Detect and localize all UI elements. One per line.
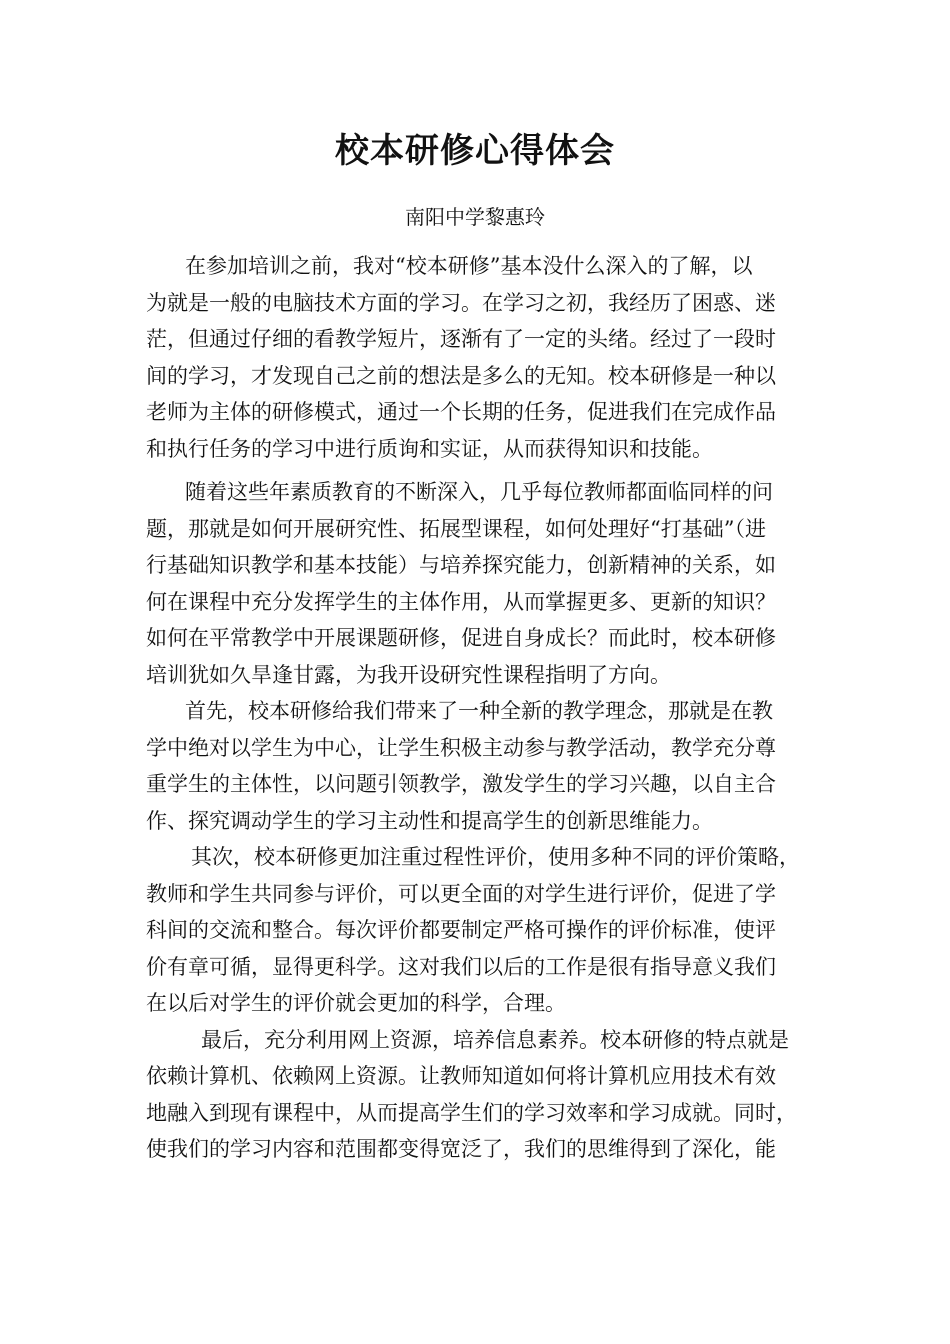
paragraph-5 <box>146 1022 808 1168</box>
paragraph-line: 最后，充分利用网上资源，培养信息素养。校本研修的特点就是 <box>201 1027 789 1052</box>
paragraph-line: 重学生的主体性，以问题引领教学，激发学生的学习兴趣，以自主合 <box>146 772 776 796</box>
paragraph-line: 作、探究调动学生的学习主动性和提高学生的创新思维能力。 <box>146 808 713 833</box>
paragraph-line: 使我们的学习内容和范围都变得宽泛了，我们的思维得到了深化，能 <box>146 1137 776 1161</box>
paragraph-line: 间的学习，才发现自己之前的想法是多么的无知。校本研修是一种以 <box>146 363 776 388</box>
paragraph-line: 教师和学生共同参与评价，可以更全面的对学生进行评价，促进了学 <box>146 881 776 906</box>
paragraph-4 <box>146 839 808 1022</box>
paragraph-line: 行基础知识教学和基本技能）与培养探究能力，创新精神的关系，如 <box>146 553 776 577</box>
paragraph-line: 学中绝对以学生为中心，让学生积极主动参与教学活动，教学充分尊 <box>146 735 776 760</box>
paragraph-line: 首先，校本研修给我们带来了一种全新的教学理念，那就是在教 <box>185 699 773 723</box>
paragraph-line: 培训犹如久旱逢甘露，为我开设研究性课程指明了方向。 <box>146 662 671 687</box>
paragraph-spacer <box>146 467 808 474</box>
paragraph-line: 在参加培训之前，我对“校本研修”基本没什么深入的了解，以 <box>185 254 753 278</box>
paragraph-line: 如何在平常教学中开展课题研修，促进自身成长？而此时，校本研修 <box>146 626 776 650</box>
paragraph-line: 科间的交流和整合。每次评价都要制定严格可操作的评价标准，使评 <box>146 918 776 942</box>
document-title: 校本研修心得体会 <box>335 131 615 171</box>
document-body <box>146 248 808 1168</box>
paragraph-line: 为就是一般的电脑技术方面的学习。在学习之初，我经历了困惑、迷 <box>146 290 776 315</box>
paragraph-line: 老师为主体的研修模式，通过一个长期的任务，促进我们在完成作品 <box>146 400 776 424</box>
paragraph-line: 价有章可循，显得更科学。这对我们以后的工作是很有指导意义我们 <box>146 954 776 979</box>
paragraph-line: 其次，校本研修更加注重过程性评价，使用多种不同的评价策略， <box>191 845 800 869</box>
paragraph-line: 地融入到现有课程中，从而提高学生们的学习效率和学习成就。同时， <box>146 1100 797 1125</box>
paragraph-line: 题，那就是如何开展研究性、拓展型课程，如何处理好“打基础”（进 <box>146 516 766 541</box>
document-author: 南阳中学黎惠玲 <box>405 205 545 229</box>
paragraph-2 <box>146 474 808 693</box>
paragraph-line: 和执行任务的学习中进行质询和实证，从而获得知识和技能。 <box>146 436 713 461</box>
paragraph-line: 何在课程中充分发挥学生的主体作用，从而掌握更多、更新的知识？ <box>146 589 776 614</box>
paragraph-line: 依赖计算机、依赖网上资源。让教师知道如何将计算机应用技术有效 <box>146 1064 776 1088</box>
paragraph-3 <box>146 693 808 839</box>
paragraph-1 <box>146 248 808 467</box>
paragraph-line: 在以后对学生的评价就会更加的科学，合理。 <box>146 991 566 1015</box>
paragraph-line: 茫，但通过仔细的看教学短片，逐渐有了一定的头绪。经过了一段时 <box>146 327 776 351</box>
paragraph-line: 随着这些年素质教育的不断深入，几乎每位教师都面临同样的问 <box>185 480 773 504</box>
